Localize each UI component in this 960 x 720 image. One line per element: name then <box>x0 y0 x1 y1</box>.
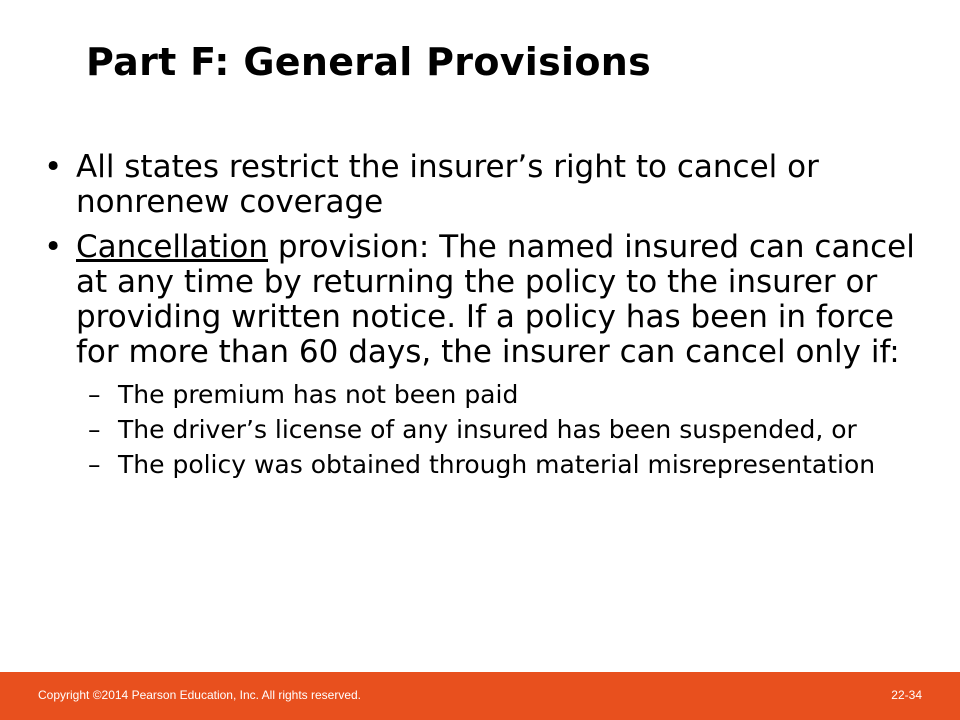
slide-title: Part F: General Provisions <box>86 40 652 84</box>
copyright-text: Copyright ©2014 Pearson Education, Inc. All rights reserved. <box>38 688 362 702</box>
sub-bullet-item <box>40 450 920 479</box>
bullet-dot: • <box>44 149 63 185</box>
slide-content <box>40 150 920 485</box>
bullet-text: All states restrict the insurer’s right to cancel or nonrenew coverage <box>76 149 819 220</box>
sub-bullet-item <box>40 380 920 409</box>
page-number: 22-34 <box>891 688 922 702</box>
sub-bullet-dash: – <box>88 415 101 444</box>
bullet-item <box>40 150 920 220</box>
sub-bullet-item <box>40 415 920 444</box>
bullet-item <box>40 230 920 370</box>
sub-bullet-text: The premium has not been paid <box>118 380 519 409</box>
footer-bar <box>0 672 960 720</box>
bullet-text: provision: The named insured can cancel at any time by returning the policy to the insurer or providing written notice. If a policy has been in force for more than 60 days, the insurer can cancel only if: <box>76 229 915 370</box>
sub-bullet-text: The policy was obtained through material misrepresentation <box>118 450 876 479</box>
bullet-dot: • <box>44 229 63 265</box>
underlined-term: Cancellation <box>76 229 269 265</box>
sub-bullet-dash: – <box>88 380 101 409</box>
sub-bullet-text: The driver’s license of any insured has been suspended, or <box>118 415 857 444</box>
sub-bullet-dash: – <box>88 450 101 479</box>
